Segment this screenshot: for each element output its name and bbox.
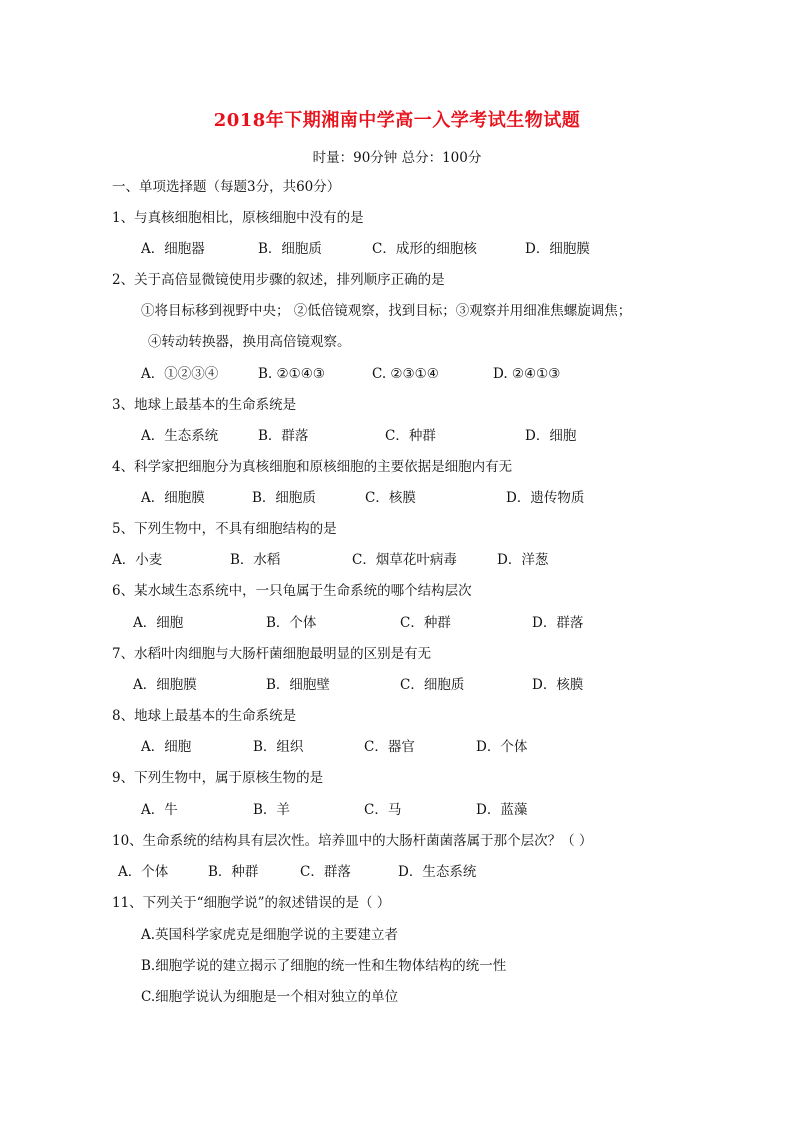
question-extra: ④转动转换器，换用高倍镜观察。 xyxy=(148,334,351,350)
question-stem: 9、下列生物中，属于原核生物的是 xyxy=(112,770,324,786)
option: B．水稻 xyxy=(230,552,281,568)
option: B．细胞质 xyxy=(252,490,316,506)
option: D．生态系统 xyxy=(398,864,477,880)
option: B．群落 xyxy=(258,428,309,444)
exam-title: 2018年下期湘南中学高一入学考试生物试题 xyxy=(213,110,581,131)
option: C．群落 xyxy=(300,864,351,880)
question-stem: 1、与真核细胞相比，原核细胞中没有的是 xyxy=(112,210,364,226)
option: D．遗传物质 xyxy=(506,490,585,506)
option: A．生态系统 xyxy=(141,428,219,444)
option: B．细胞质 xyxy=(258,241,322,257)
option: A．小麦 xyxy=(112,552,163,568)
option: C.细胞学说认为细胞是一个相对独立的单位 xyxy=(141,989,399,1005)
question-stem: 10、生命系统的结构具有层次性。培养皿中的大肠杆菌菌落属于那个层次？（ ） xyxy=(112,833,593,849)
question-stem: 3、地球上最基本的生命系统是 xyxy=(112,397,297,413)
question-stem: 4、科学家把细胞分为真核细胞和原核细胞的主要依据是细胞内有无 xyxy=(112,459,513,475)
option: A．牛 xyxy=(141,802,178,818)
option: C．种群 xyxy=(385,428,436,444)
option: C．器官 xyxy=(364,739,415,755)
option: C. ②③①④ xyxy=(372,366,439,382)
option: B．组织 xyxy=(253,739,304,755)
question-stem: 2、关于高倍显微镜使用步骤的叙述，排列顺序正确的是 xyxy=(112,272,445,288)
question-stem: 6、某水域生态系统中，一只龟属于生命系统的哪个结构层次 xyxy=(112,583,472,599)
option: C．成形的细胞核 xyxy=(372,241,477,257)
option: A．①②③④ xyxy=(141,366,219,382)
option: D．群落 xyxy=(532,615,584,631)
option: D．细胞膜 xyxy=(525,241,590,257)
option: A．个体 xyxy=(118,864,169,880)
option: A.英国科学家虎克是细胞学说的主要建立者 xyxy=(141,927,399,943)
option: D．蓝藻 xyxy=(476,802,528,818)
option: C．烟草花叶病毒 xyxy=(352,552,457,568)
option: D．洋葱 xyxy=(497,552,549,568)
option: D．核膜 xyxy=(532,677,584,693)
question-stem: 8、地球上最基本的生命系统是 xyxy=(112,708,297,724)
option: B．个体 xyxy=(266,615,317,631)
section-heading: 一、单项选择题（每题3分，共60分） xyxy=(112,179,341,195)
question-stem: 5、下列生物中，不具有细胞结构的是 xyxy=(112,521,337,537)
option: A．细胞 xyxy=(133,615,184,631)
option: A．细胞膜 xyxy=(141,490,205,506)
exam-subtitle: 时量：90分钟 总分：100分 xyxy=(312,150,482,166)
option: C．马 xyxy=(364,802,402,818)
option: D．个体 xyxy=(476,739,528,755)
option: C．细胞质 xyxy=(400,677,465,693)
question-stem: 11、下列关于“细胞学说”的叙述错误的是（ ） xyxy=(112,895,391,911)
option: B．羊 xyxy=(253,802,290,818)
option: B．种群 xyxy=(208,864,259,880)
option: B. ②①④③ xyxy=(258,366,325,382)
option: A．细胞器 xyxy=(141,241,205,257)
option: D．细胞 xyxy=(525,428,577,444)
option: C．种群 xyxy=(400,615,451,631)
option: A．细胞 xyxy=(141,739,192,755)
option: B．细胞壁 xyxy=(266,677,330,693)
question-extra: ①将目标移到视野中央； ②低倍镜观察，找到目标；③观察并用细准焦螺旋调焦； xyxy=(141,303,632,319)
option: D. ②④①③ xyxy=(493,366,561,382)
question-stem: 7、水稻叶肉细胞与大肠杆菌细胞最明显的区别是有无 xyxy=(112,646,432,662)
option: A．细胞膜 xyxy=(133,677,197,693)
option: C．核膜 xyxy=(365,490,416,506)
option: B.细胞学说的建立揭示了细胞的统一性和生物体结构的统一性 xyxy=(141,958,507,974)
